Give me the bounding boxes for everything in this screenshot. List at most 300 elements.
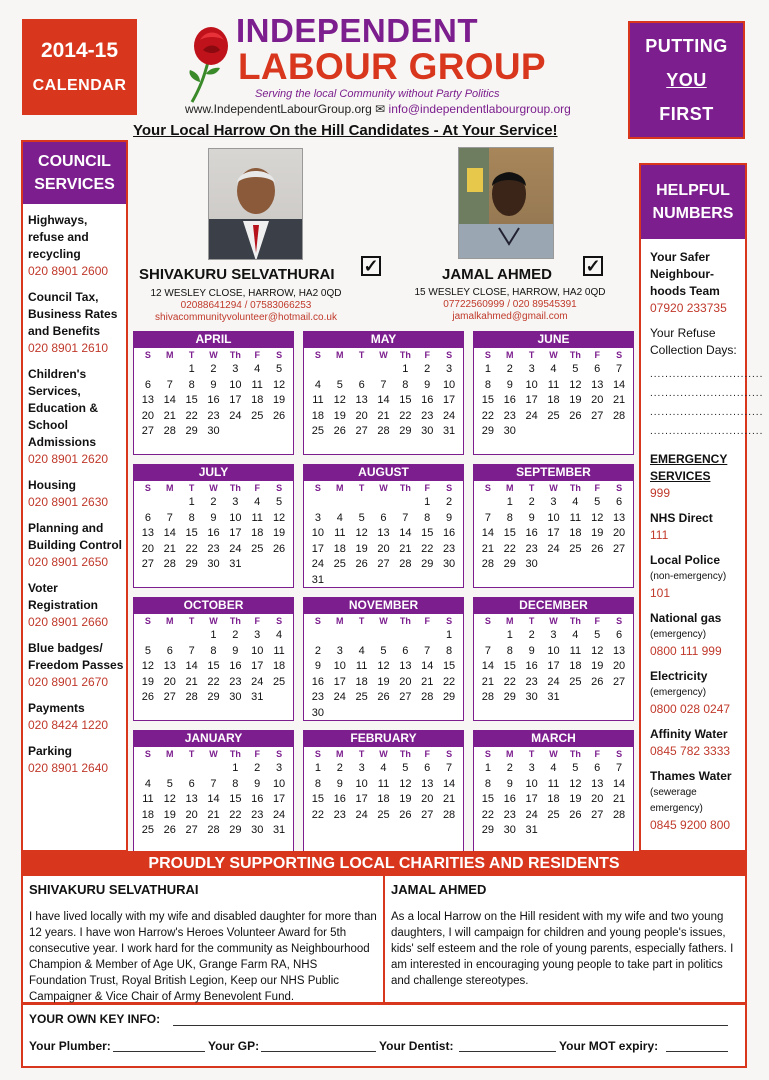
weekday-header: F [254,483,260,493]
candidate-2-email[interactable]: jamalkahmed@gmail.com [452,311,568,322]
day-cell: 29 [185,558,198,570]
day-cell: 3 [276,762,283,774]
weekday-header: W [549,749,558,759]
day-cell: 22 [421,542,434,555]
day-cell: 27 [612,542,626,555]
day-cell: 24 [525,409,538,422]
council-service-label: Parking [28,744,73,758]
day-cell: 4 [336,511,343,524]
month-october [133,597,294,721]
day-cell: 1 [446,629,453,641]
website-link[interactable]: www.IndependentLabourGroup.org [185,102,372,116]
empty-day [137,495,159,511]
weekday-header: S [144,350,151,360]
day-cell: 15 [503,527,516,539]
weekday-header: W [549,350,558,360]
weekday-header: S [446,749,453,759]
day-cell: 28 [481,691,495,703]
council-service-label: Planning and Building Control [28,521,122,552]
day-cell: 2 [528,629,535,641]
day-cell: 15 [421,527,434,539]
month-name: SEPTEMBER [474,464,633,481]
day-cell: 16 [229,660,242,672]
candidate-2-checkbox: ✓ [583,256,603,276]
day-cell: 19 [272,527,286,539]
day-cell: 26 [272,542,286,555]
key-info-title: YOUR OWN KEY INFO: [29,1012,161,1026]
helpful-number[interactable]: 0845 9200 800 [650,818,731,832]
empty-day [351,628,373,644]
day-cell: 14 [399,527,412,539]
plumber-label: Your Plumber: [29,1039,111,1053]
month-name: APRIL [134,331,293,348]
day-cell: 4 [254,363,261,375]
council-services-list [23,212,126,777]
day-cell: 14 [163,527,176,539]
emergency-number: 999 [650,486,671,500]
month-days-grid [304,481,463,588]
helpful-number-item [650,510,745,544]
day-cell: 24 [442,409,456,422]
day-cell: 12 [377,660,390,672]
month-name: JANUARY [134,730,293,747]
weekday-header: F [424,749,430,759]
refuse-days-lines: .............................. .............................. .............................. .............................. [650,369,764,437]
council-service-number[interactable]: 020 8901 2600 [28,264,109,278]
mot-label: Your MOT expiry: [559,1039,659,1053]
day-cell: 11 [355,660,368,672]
day-cell: 27 [399,691,412,703]
day-cell: 14 [442,777,456,790]
empty-day [181,628,203,644]
day-cell: 28 [481,558,495,570]
weekday-header: T [528,350,535,360]
month-days-grid [304,614,463,721]
empty-day [203,761,225,777]
empty-day [329,628,351,644]
day-cell: 2 [506,363,513,375]
day-cell: 12 [272,511,286,524]
day-cell: 31 [547,691,560,703]
day-cell: 13 [612,511,626,524]
day-cell: 10 [333,660,346,672]
day-cell: 15 [207,660,220,672]
key-info-line[interactable] [173,1025,728,1026]
weekday-header: Th [569,350,581,360]
day-cell: 20 [185,808,198,821]
day-cell: 9 [528,511,535,524]
weekday-header: F [594,616,600,626]
council-service-number[interactable]: 020 8901 2620 [28,452,109,466]
month-name: JULY [134,464,293,481]
weekday-header: Th [569,483,581,493]
month-name: OCTOBER [134,597,293,614]
council-service-number[interactable]: 020 8424 1220 [28,718,109,732]
day-cell: 19 [569,793,582,805]
day-cell: 10 [355,777,368,790]
weekday-header: S [484,749,491,759]
day-cell: 15 [481,394,495,406]
helpful-number[interactable]: 111 [650,528,669,542]
council-service-label: Voter Registration [28,581,99,612]
council-service-item [23,366,126,468]
council-service-number[interactable]: 020 8901 2650 [28,555,109,569]
day-cell: 18 [333,542,346,555]
month-november [303,597,464,721]
day-cell: 3 [336,644,343,657]
day-cell: 7 [446,762,453,774]
month-march [473,730,634,854]
council-services-panel [21,140,128,852]
day-cell: 28 [163,425,176,437]
helpful-label: Affinity Water [650,727,728,741]
day-cell: 21 [163,542,176,555]
day-cell: 24 [547,542,560,555]
slogan-line-2: YOU [666,69,707,90]
day-cell: 21 [612,394,626,406]
weekday-header: M [506,483,514,493]
empty-day [394,495,416,511]
weekday-header: Th [569,616,581,626]
safer-team-label: Your Safer Neighbour-hoods Team [650,250,720,298]
day-cell: 27 [185,824,198,836]
candidate-1-email[interactable]: shivacommunityvolunteer@hotmail.co.uk [155,312,337,323]
day-cell: 24 [272,808,286,821]
candidate-2-photo [458,147,554,259]
day-cell: 9 [210,511,217,524]
helpful-number[interactable]: 101 [650,586,671,600]
day-cell: 30 [421,425,434,437]
day-cell: 4 [254,496,261,508]
day-cell: 6 [594,363,601,375]
day-cell: 7 [616,762,623,774]
empty-day [351,495,373,511]
day-cell: 13 [141,527,155,539]
day-cell: 19 [141,675,155,688]
day-cell: 14 [481,527,495,539]
day-cell: 31 [251,691,264,703]
day-cell: 23 [503,808,516,821]
day-cell: 5 [572,363,579,375]
helpful-number[interactable]: 0845 782 3333 [650,744,731,758]
weekday-header: F [594,350,600,360]
day-cell: 9 [314,660,321,672]
day-cell: 30 [503,425,516,437]
bio-1-name: SHIVAKURU SELVATHURAI [29,882,199,897]
day-cell: 8 [424,511,431,524]
day-cell: 27 [591,808,604,821]
day-cell: 9 [232,644,239,657]
empty-day [329,495,351,511]
day-cell: 20 [377,542,390,555]
weekday-header: S [446,616,453,626]
gp-label: Your GP: [208,1039,260,1053]
empty-day [351,362,373,378]
day-cell: 6 [144,511,151,524]
day-cell: 12 [333,394,346,406]
day-cell: 21 [163,409,176,422]
day-cell: 2 [506,762,513,774]
council-service-label: Blue badges/ Freedom Passes [28,641,124,672]
day-cell: 1 [402,363,409,375]
day-cell: 8 [506,511,513,524]
day-cell: 13 [591,777,604,790]
day-cell: 6 [380,511,387,524]
day-cell: 18 [251,527,264,539]
weekday-header: W [379,350,388,360]
helpful-number[interactable]: 0800 028 0247 [650,702,731,716]
day-cell: 27 [612,675,626,688]
day-cell: 14 [163,394,176,406]
day-cell: 2 [314,644,321,657]
empty-day [307,495,329,511]
month-april [133,331,294,455]
day-cell: 21 [481,542,495,555]
candidate-2-address: 15 WESLEY CLOSE, HARROW, HA2 0QD [414,287,606,298]
day-cell: 5 [166,777,173,790]
helpful-label: Local Police [650,553,721,567]
weekday-header: F [254,616,260,626]
empty-day [373,495,395,511]
month-days-grid [474,747,633,839]
council-service-number[interactable]: 020 8901 2630 [28,495,109,509]
day-cell: 30 [229,691,242,703]
helpful-number-item [650,726,745,760]
day-cell: 13 [185,793,198,805]
day-cell: 21 [399,542,412,555]
weekday-header: Th [229,483,241,493]
day-cell: 22 [229,808,242,821]
day-cell: 27 [163,691,176,703]
day-cell: 24 [251,675,264,688]
day-cell: 17 [272,793,286,805]
day-cell: 9 [528,644,535,657]
day-cell: 1 [188,496,195,508]
day-cell: 9 [446,511,453,524]
day-cell: 22 [503,542,516,555]
empty-day [137,628,159,644]
day-cell: 25 [355,691,368,703]
plumber-line[interactable] [113,1051,205,1052]
weekday-header: F [254,350,260,360]
emergency-label: EMERGENCY SERVICES [650,452,728,483]
day-cell: 26 [163,824,176,836]
day-cell: 18 [141,808,155,821]
helpful-sublabel: (emergency) [650,687,707,698]
day-cell: 8 [484,777,491,790]
weekday-header: T [188,616,195,626]
day-cell: 26 [569,808,582,821]
weekday-header: Th [399,749,411,759]
day-cell: 5 [594,496,601,508]
day-cell: 7 [166,511,173,524]
day-cell: 19 [569,394,582,406]
day-cell: 17 [311,542,325,555]
council-service-number[interactable]: 020 8901 2670 [28,675,109,689]
council-service-number[interactable]: 020 8901 2640 [28,761,109,775]
day-cell: 16 [421,394,434,406]
weekday-header: T [358,350,365,360]
weekday-header: S [446,350,453,360]
day-cell: 27 [377,558,390,570]
day-cell: 12 [591,511,604,524]
helpful-number[interactable]: 0800 111 999 [650,644,722,658]
empty-day [181,761,203,777]
day-cell: 15 [311,793,325,805]
day-cell: 31 [525,824,538,836]
day-cell: 16 [207,527,220,539]
helpful-sublabel: (sewerage emergency) [650,787,703,814]
weekday-header: S [144,616,151,626]
day-cell: 25 [251,409,264,422]
day-cell: 4 [380,762,387,774]
month-days-grid [474,481,633,573]
day-cell: 9 [336,777,343,790]
day-cell: 15 [481,793,495,805]
day-cell: 21 [207,808,220,821]
weekday-header: W [549,483,558,493]
day-cell: 16 [442,527,456,539]
email-link[interactable]: info@independentlabourgroup.org [388,102,571,116]
day-cell: 16 [503,394,516,406]
day-cell: 18 [377,793,390,805]
gp-line[interactable] [261,1051,376,1052]
day-cell: 31 [311,573,325,586]
day-cell: 23 [229,675,242,688]
day-cell: 26 [272,409,286,422]
day-cell: 28 [612,409,626,422]
day-cell: 26 [399,808,412,821]
day-cell: 8 [188,378,195,391]
day-cell: 17 [229,527,242,539]
day-cell: 8 [446,644,453,657]
day-cell: 11 [334,527,346,539]
month-days-grid [134,614,293,706]
day-cell: 8 [232,777,239,790]
day-cell: 5 [276,496,283,508]
day-cell: 14 [377,394,390,406]
weekday-header: S [314,616,321,626]
empty-day [159,628,181,644]
day-cell: 7 [424,644,431,657]
council-services-title: COUNCIL SERVICES [23,142,126,204]
empty-day [416,628,438,644]
day-cell: 12 [141,660,155,672]
day-cell: 8 [402,378,409,391]
day-cell: 1 [506,496,513,508]
weekday-header: M [166,749,174,759]
day-cell: 23 [525,542,538,555]
day-cell: 23 [311,691,325,703]
day-cell: 29 [481,425,495,437]
weekday-header: T [188,749,195,759]
day-cell: 24 [355,808,368,821]
month-days-grid [304,348,463,440]
day-cell: 5 [144,644,151,657]
day-cell: 28 [421,691,434,703]
day-cell: 29 [207,691,220,703]
weekday-header: S [484,350,491,360]
calendar-year: 2014-15 [40,39,119,62]
month-july [133,464,294,588]
day-cell: 31 [272,824,286,836]
day-cell: 6 [616,629,623,641]
month-name: MAY [304,331,463,348]
day-cell: 15 [399,394,412,406]
day-cell: 30 [207,558,220,570]
mot-line[interactable] [666,1051,728,1052]
day-cell: 28 [399,558,412,570]
empty-day [307,628,329,644]
day-cell: 19 [591,527,604,539]
day-cell: 10 [547,511,560,524]
weekday-header: S [144,749,151,759]
day-cell: 5 [572,762,579,774]
weekday-header: W [209,483,218,493]
day-cell: 13 [141,394,155,406]
council-service-item [23,520,126,571]
day-cell: 29 [442,691,456,703]
day-cell: 17 [355,793,368,805]
tagline: Serving the local Community without Party Politics [255,88,500,100]
council-service-label: Highways, refuse and recycling [28,213,89,261]
day-cell: 3 [550,629,557,641]
day-cell: 25 [311,425,325,437]
day-cell: 1 [484,363,491,375]
weekday-header: S [314,483,321,493]
day-cell: 1 [232,762,239,774]
day-cell: 3 [358,762,365,774]
empty-day [307,362,329,378]
day-cell: 10 [442,378,456,391]
candidate-1-phone: 02088641294 / 07583066253 [180,300,312,311]
day-cell: 30 [311,706,325,719]
month-december [473,597,634,721]
day-cell: 16 [311,675,325,688]
day-cell: 6 [424,762,431,774]
weekday-header: T [358,483,365,493]
day-cell: 19 [377,675,390,688]
day-cell: 10 [229,511,242,524]
empty-day [373,628,395,644]
day-cell: 26 [355,558,368,570]
day-cell: 4 [358,644,365,657]
day-cell: 2 [210,363,217,375]
day-cell: 29 [229,824,242,836]
day-cell: 20 [355,409,368,422]
empty-day [159,761,181,777]
day-cell: 30 [207,425,220,437]
council-service-number[interactable]: 020 8901 2660 [28,615,109,629]
day-cell: 28 [377,425,390,437]
empty-day [373,362,395,378]
brand-line-1: INDEPENDENT [236,12,479,49]
weekday-header: W [209,616,218,626]
day-cell: 26 [141,691,155,703]
day-cell: 2 [424,363,431,375]
empty-day [137,362,159,378]
weekday-header: S [616,350,623,360]
day-cell: 10 [525,777,538,790]
council-service-label: Housing [28,478,76,492]
weekday-header: S [446,483,453,493]
person-icon [209,149,303,260]
council-service-number[interactable]: 020 8901 2610 [28,341,109,355]
dentist-line[interactable] [459,1051,556,1052]
empty-day [137,761,159,777]
day-cell: 7 [166,378,173,391]
candidate-2-name: JAMAL AHMED [442,266,553,283]
